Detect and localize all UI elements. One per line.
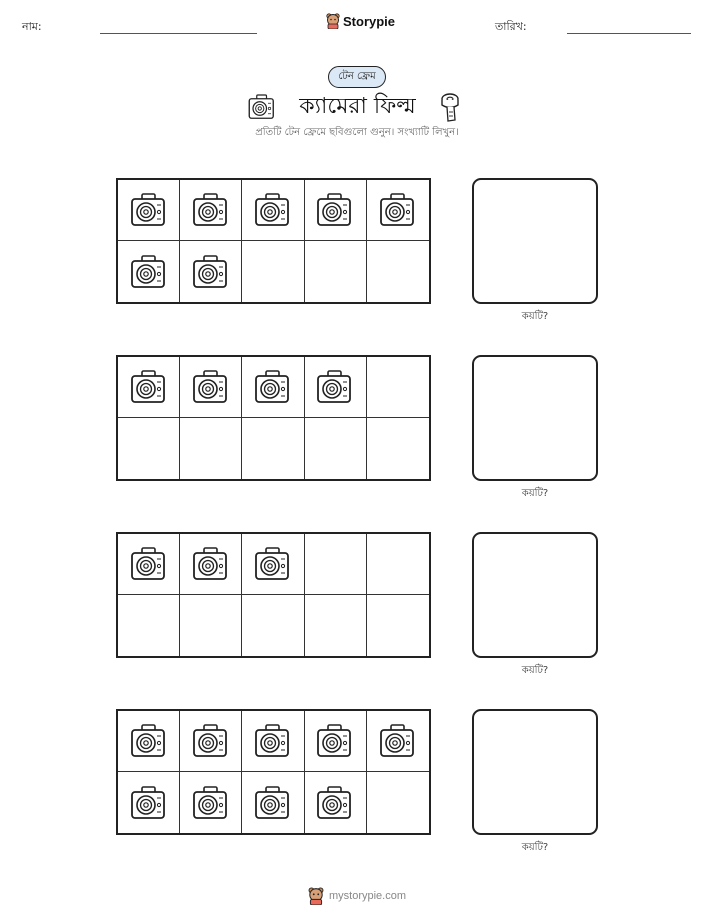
frame-cell [367, 595, 429, 656]
camera-icon [253, 783, 293, 823]
frame-cell [242, 357, 304, 418]
frame-cell [180, 595, 242, 656]
camera-icon [253, 721, 293, 761]
answer-box[interactable] [472, 178, 598, 304]
ten-frame [116, 355, 431, 481]
camera-icon [191, 252, 231, 292]
ten-frame [116, 532, 431, 658]
frame-cell [118, 418, 180, 479]
bear-logo-icon [326, 13, 340, 29]
frame-cell [118, 534, 180, 595]
brand-name: Storypie [343, 13, 396, 29]
ten-frame [116, 178, 431, 304]
frame-cell [118, 241, 180, 302]
camera-icon [129, 252, 169, 292]
date-label: তারিখ: [495, 20, 527, 33]
frame-cell [180, 711, 242, 772]
frame-cell [180, 534, 242, 595]
camera-icon [315, 783, 355, 823]
frame-cell [367, 418, 429, 479]
instruction-text: প্রতিটি টেন ফ্রেমে ছবিগুলো গুনুন। সংখ্যাটি লিখুন। [255, 127, 459, 138]
date-line [567, 33, 691, 34]
camera-icon [253, 190, 293, 230]
frame-cell [242, 241, 304, 302]
camera-icon [378, 721, 418, 761]
frame-cell [367, 772, 429, 833]
camera-icon [129, 544, 169, 584]
frame-cell [118, 180, 180, 241]
camera-icon [247, 92, 277, 122]
frame-cell [180, 180, 242, 241]
camera-icon [191, 367, 231, 407]
frame-cell [242, 418, 304, 479]
name-line [100, 33, 257, 34]
camera-icon [191, 190, 231, 230]
camera-icon [253, 544, 293, 584]
frame-cell [305, 772, 367, 833]
page-title: ক্যামেরা ফিল্ম [299, 94, 416, 119]
camera-icon [315, 367, 355, 407]
frame-cell [118, 772, 180, 833]
worksheet-tag: টেন ফ্রেম [328, 66, 386, 88]
camera-icon [191, 544, 231, 584]
film-roll-icon [439, 91, 465, 123]
camera-icon [129, 721, 169, 761]
camera-icon [378, 190, 418, 230]
frame-cell [305, 711, 367, 772]
answer-box[interactable] [472, 532, 598, 658]
ten-frame [116, 709, 431, 835]
answer-box[interactable] [472, 709, 598, 835]
count-question: কয়টি? [521, 488, 549, 499]
frame-cell [367, 357, 429, 418]
count-question: কয়টি? [521, 665, 549, 676]
frame-cell [118, 711, 180, 772]
frame-cell [305, 241, 367, 302]
frame-cell [305, 534, 367, 595]
frame-cell [242, 772, 304, 833]
answer-box[interactable] [472, 355, 598, 481]
frame-cell [367, 180, 429, 241]
frame-cell [242, 534, 304, 595]
camera-icon [129, 367, 169, 407]
camera-icon [129, 190, 169, 230]
frame-cell [305, 357, 367, 418]
camera-icon [191, 783, 231, 823]
footer [308, 887, 406, 905]
count-question: কয়টি? [521, 311, 549, 322]
frame-cell [367, 534, 429, 595]
name-label: নাম: [22, 20, 42, 33]
frame-cell [367, 241, 429, 302]
camera-icon [129, 783, 169, 823]
frame-cell [180, 241, 242, 302]
camera-icon [191, 721, 231, 761]
frame-cell [305, 595, 367, 656]
camera-icon [253, 367, 293, 407]
brand [326, 13, 395, 29]
frame-cell [305, 180, 367, 241]
camera-icon [315, 190, 355, 230]
frame-cell [242, 711, 304, 772]
frame-cell [180, 772, 242, 833]
camera-icon [315, 721, 355, 761]
frame-cell [180, 418, 242, 479]
frame-cell [180, 357, 242, 418]
frame-cell [118, 357, 180, 418]
bear-logo-icon [308, 887, 324, 905]
count-question: কয়টি? [521, 842, 549, 853]
frame-cell [305, 418, 367, 479]
frame-cell [242, 180, 304, 241]
frame-cell [118, 595, 180, 656]
frame-cell [367, 711, 429, 772]
frame-cell [242, 595, 304, 656]
footer-site: mystorypie.com [329, 890, 407, 902]
